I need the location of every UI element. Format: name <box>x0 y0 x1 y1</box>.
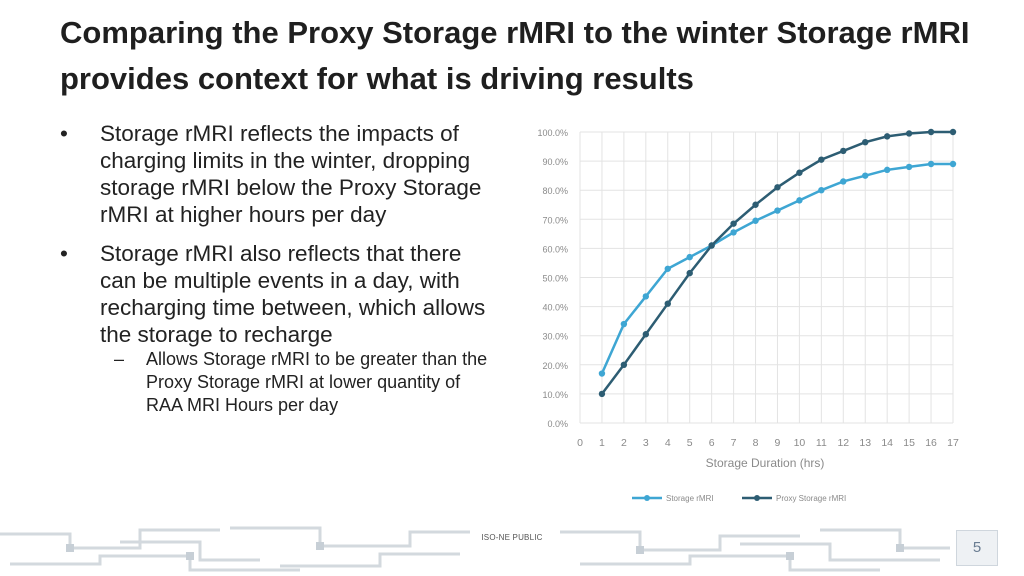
x-axis-label: Storage Duration (hrs) <box>705 456 825 470</box>
data-point <box>884 133 890 139</box>
x-tick-label: 4 <box>664 437 671 449</box>
data-point <box>774 207 780 213</box>
data-point <box>840 178 846 184</box>
sub-bullet-list <box>100 348 498 417</box>
data-point <box>730 220 736 226</box>
x-axis-ticks <box>577 437 959 449</box>
x-tick-label: 0 <box>577 437 583 449</box>
bullet-marker: • <box>60 241 68 266</box>
bullet-item <box>58 240 498 417</box>
data-point <box>862 139 868 145</box>
data-point <box>599 370 605 376</box>
data-point <box>643 331 649 337</box>
data-point <box>752 202 758 208</box>
x-tick-label: 14 <box>881 437 894 449</box>
y-tick-label: 60.0% <box>542 244 568 255</box>
y-tick-label: 50.0% <box>542 273 568 284</box>
sub-bullet-item <box>100 348 498 417</box>
data-point <box>665 300 671 306</box>
y-tick-label: 80.0% <box>542 186 568 197</box>
x-tick-label: 10 <box>793 437 806 449</box>
circuit-footer-decoration <box>0 520 1024 576</box>
data-point <box>906 164 912 170</box>
sub-bullet-marker: – <box>114 349 125 369</box>
data-point <box>840 148 846 154</box>
y-tick-label: 20.0% <box>542 360 568 371</box>
y-tick-label: 10.0% <box>542 389 568 400</box>
data-point <box>862 172 868 178</box>
legend-label: Storage rMRI <box>666 494 714 503</box>
x-tick-label: 2 <box>620 437 627 449</box>
y-tick-label: 90.0% <box>542 157 568 168</box>
y-axis-ticks <box>537 128 568 429</box>
x-tick-label: 17 <box>947 437 959 449</box>
legend-swatch-marker <box>754 495 760 501</box>
legend-swatch-marker <box>644 495 650 501</box>
x-tick-label: 1 <box>599 437 605 449</box>
data-point <box>950 161 956 167</box>
x-tick-label: 16 <box>925 437 937 449</box>
footer-label: ISO-NE PUBLIC <box>481 533 543 542</box>
data-point <box>928 161 934 167</box>
x-tick-label: 8 <box>752 437 759 449</box>
data-point <box>665 266 671 272</box>
x-tick-label: 3 <box>642 437 649 449</box>
x-tick-label: 13 <box>859 437 872 449</box>
bullet-marker: • <box>60 121 68 146</box>
data-point <box>796 170 802 176</box>
data-point <box>818 187 824 193</box>
data-point <box>950 129 956 135</box>
slide-title: Comparing the Proxy Storage rMRI to the winter Storage rMRI provides context for what is driving results <box>60 15 970 96</box>
data-point <box>643 293 649 299</box>
grid <box>580 132 953 423</box>
bullet-text: Storage rMRI reflects the impacts of charging limits in the winter, dropping storage rMRI below the Proxy Storage rMRI at higher hours per day <box>100 121 482 227</box>
x-tick-label: 7 <box>730 437 737 449</box>
data-point <box>730 229 736 235</box>
x-tick-label: 15 <box>903 437 915 449</box>
x-tick-label: 11 <box>815 437 827 449</box>
x-tick-label: 9 <box>774 437 781 449</box>
data-point <box>708 242 714 248</box>
bullet-text: Storage rMRI also reflects that there can be multiple events in a day, with recharging time between, which allows the storage to recharge <box>100 241 486 347</box>
data-point <box>687 270 693 276</box>
data-point <box>818 156 824 162</box>
data-point <box>687 254 693 260</box>
line-chart <box>520 122 970 517</box>
data-point <box>752 218 758 224</box>
legend <box>632 494 846 503</box>
data-point <box>599 391 605 397</box>
page-number: 5 <box>956 530 998 566</box>
data-point <box>621 362 627 368</box>
y-tick-label: 40.0% <box>542 302 568 313</box>
data-point <box>928 129 934 135</box>
sub-bullet-text: Allows Storage rMRI to be greater than the Proxy Storage rMRI at lower quantity of RAA MRI Hours per day <box>146 349 488 415</box>
bullet-item <box>58 120 498 228</box>
data-point <box>796 197 802 203</box>
bullet-list <box>58 120 498 429</box>
legend-label: Proxy Storage rMRI <box>776 494 847 503</box>
x-tick-label: 6 <box>708 437 715 449</box>
x-tick-label: 5 <box>686 437 693 449</box>
data-point <box>621 321 627 327</box>
y-tick-label: 100.0% <box>537 128 568 138</box>
x-tick-label: 12 <box>837 437 850 449</box>
y-tick-label: 30.0% <box>542 331 568 342</box>
data-point <box>774 184 780 190</box>
y-tick-label: 0.0% <box>547 419 568 429</box>
y-tick-label: 70.0% <box>542 215 568 226</box>
data-point <box>906 130 912 136</box>
data-point <box>884 167 890 173</box>
